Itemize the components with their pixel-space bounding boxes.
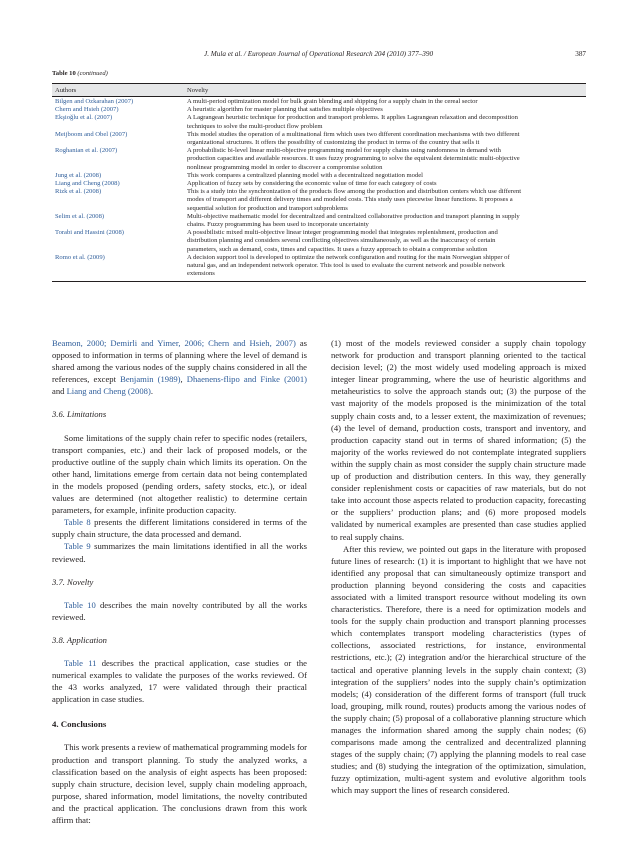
novelty-cell bbox=[187, 114, 586, 130]
novelty-line: distribution planning and considers several conflicting objectives simultaneously, as well as the inaccuracy of certain bbox=[187, 237, 496, 245]
table-label: Table 10 bbox=[52, 70, 76, 77]
paragraph-table9: Table 9 summarizes the main limitations identified in all the works reviewed. bbox=[52, 541, 307, 564]
novelty-line: chains. Fuzzy programming has been used to incorporate uncertainty bbox=[187, 221, 369, 229]
novelty-line: nonlinear programming model in order to discover a compromise solution bbox=[187, 163, 383, 171]
citation-link[interactable]: Liang and Cheng (2008) bbox=[66, 386, 151, 397]
novelty-line: extensions bbox=[187, 270, 215, 278]
author-citation-link[interactable]: Torabi and Hassini (2008) bbox=[55, 229, 124, 237]
novelty-cell bbox=[187, 229, 586, 254]
novelty-line: Multi-objective mathematic model for decentralized and centralized collaborative production and transport planning in supply bbox=[187, 212, 520, 220]
novelty-line: A Lagrangean heuristic technique for production and transport problems. It applies Lagrangean relaxation and decomposition bbox=[187, 114, 518, 122]
novelty-line: organizational structures. It offers the possibility of customizing the product in terms of the country that sells it bbox=[187, 139, 480, 147]
paragraph-table8: Table 8 presents the different limitations considered in terms of the supply chain structure, the data processed and demand. bbox=[52, 517, 307, 540]
table-row bbox=[52, 180, 586, 188]
table-row bbox=[52, 131, 586, 147]
paragraph-conclusions: This work presents a review of mathematical programming models for production and transport planning. To study the analyzed works, a classification based on the analysis of eight aspects has been proposed: supply chain structure, decision level, supply chain modeling approach, purpose, shared information, model limitations, the novelty contributed and the practical application. The conclusions drawn from this work affirm that: bbox=[52, 742, 307, 825]
paragraph-table11: Table 11 describes the practical application, case studies or the numerical examples to validate the purposes of the works reviewed. Of the 43 works analyzed, 17 were validated through their practical application in case studies. bbox=[52, 657, 307, 705]
table-link[interactable]: Table 11 bbox=[64, 657, 97, 668]
novelty-line: A decision support tool is developed to optimize the network configuration and routing for the main Norwegian shipper of bbox=[187, 253, 510, 261]
novelty-cell bbox=[187, 98, 586, 106]
author-citation-link[interactable]: Selim et al. (2008) bbox=[55, 212, 105, 220]
novelty-cell bbox=[187, 254, 586, 279]
novelty-line: This work compares a centralized planning model with a decentralized negotiation model bbox=[187, 171, 424, 179]
right-column bbox=[331, 337, 586, 797]
section-heading-novelty: 3.7. Novelty bbox=[52, 576, 94, 587]
table-caption bbox=[52, 70, 586, 77]
author-citation-link[interactable]: Chern and Hsieh (2007) bbox=[55, 106, 119, 114]
table-row bbox=[52, 147, 586, 172]
table-row bbox=[52, 254, 586, 279]
table-link[interactable]: Table 8 bbox=[64, 517, 91, 528]
table-continued: (continued) bbox=[77, 70, 108, 77]
table-row bbox=[52, 213, 586, 229]
table-row bbox=[52, 172, 586, 180]
page-number: 387 bbox=[575, 50, 586, 58]
section-heading-conclusions: 4. Conclusions bbox=[52, 719, 107, 730]
body-text bbox=[52, 337, 586, 837]
author-citation-link[interactable]: Roghanian et al. (2007) bbox=[55, 147, 118, 155]
paragraph-continued: Beamon, 2000; Demirli and Yimer, 2006; Chern and Hsieh, 2007) as opposed to information in terms of planning where the level of demand is shared among the various nodes of the supply chains considered in all the references, except Benjamin (1989), Dhaenens-flipo and Finke (2001) and Liang and Cheng (2008). bbox=[52, 338, 307, 397]
author-citation-link[interactable]: Liang and Cheng (2008) bbox=[55, 180, 120, 188]
citation-link[interactable]: Dhaenens-flipo and Finke (2001) bbox=[186, 374, 307, 385]
novelty-line: A probabilistic bi-level linear multi-objective programming model for supply chains using randomness in demand with bbox=[187, 147, 501, 155]
paragraph-findings: (1) most of the models reviewed consider a supply chain topology network for production and transport planning oriented to the tactical decision level; (2) the most widely used modeling approach is mixed integer linear programming, where the use of heuristic algorithms and metaheuristics to solve the approach stands out; (3) the purpose of the vast majority of the models proposed is the minimization of the total supply chain costs and, to a lesser extent, the maximization of revenues; (4) the level of demand, production costs, transport and inventory, and production capacity stand out in terms of shared information; (5) the majority of the works reviewed do not contemplate integrated suppliers within the supply chain as most consider the supply chain structure made up of production and distribution centers. In this way, they generally consider replenishment costs or capacities of raw materials, but do not take into account those aspects related to production capacity, forecasting or the suppliers’ production plans; and (6) more proposed models validated by numerical examples are presented than case studies applied to real supply chains. bbox=[331, 338, 586, 542]
header-novelty: Novelty bbox=[187, 87, 209, 94]
table-body bbox=[52, 98, 586, 278]
author-citation-link[interactable]: Jung et al. (2008) bbox=[55, 171, 102, 179]
novelty-line: modes of transport and different delivery times and modeled costs. This study uses piecewise linear functions. It proposes a bbox=[187, 196, 513, 204]
novelty-line: natural gas, and an independent network operator. This tool is used to evaluate the current network and possible network bbox=[187, 262, 505, 270]
novelty-line: Application of fuzzy sets by considering the economic value of time for each category of costs bbox=[187, 180, 437, 188]
paragraph-future-research: After this review, we pointed out gaps in the literature with proposed future lines of research: (1) it is important to highlight that we have not identified any proposal that can simultaneously optimize transport and production planning beyond considering the costs and capacities associated with a limited transport resource without modeling its own characteristics. Therefore, there is a need for optimization models and tools for the supply chain production and transport planning processes which contemplates transport modeling characteristics (types of collections, associated restrictions, for instance, environmental restrictions, etc.); (2) integration and/or the hierarchical structure of the tactical and operative planning levels in the supply chain context; (3) integration of the suppliers’ nodes into the supply chain’s optimization models; (4) consideration of the different forms of transport (full truck load, grouping, milk round, routes) products among the various nodes of the supply chain; (5) proposal of a collaborative planning structure which manages the information shared among the supply chain nodes; (6) comparisons made among the centralized and decentralized planning stages of the supply chain; (7) applying the planning models to real case studies; and (8) studying the integration of the optimization, simulation, fuzzy optimization, multi-agent system and evolutive algorithm tools which may support the lines of research considered. bbox=[331, 543, 586, 796]
section-heading-limitations: 3.6. Limitations bbox=[52, 409, 107, 420]
citation-link[interactable]: Benjamin (1989) bbox=[120, 374, 181, 385]
novelty-line: parameters, such as demand, costs, times and capacities. It uses a fuzzy approach to obtain a compromise solution bbox=[187, 245, 488, 253]
table-row bbox=[52, 188, 586, 213]
novelty-line: techniques to solve the multi-product flow problem bbox=[187, 122, 323, 130]
journal-citation: J. Mula et al. / European Journal of Operational Research 204 (2010) 377–390 bbox=[204, 50, 434, 58]
novelty-cell bbox=[187, 213, 586, 229]
novelty-line: A possibilistic mixed multi-objective linear integer programming model that integrates replenishment, production and bbox=[187, 229, 498, 237]
table-row bbox=[52, 98, 586, 106]
author-citation-link[interactable]: Romo et al. (2009) bbox=[55, 253, 105, 261]
table-row bbox=[52, 229, 586, 254]
table-10 bbox=[52, 70, 586, 282]
author-citation-link[interactable]: Ekşioğlu et al. (2007) bbox=[55, 114, 113, 122]
novelty-line: A multi-period optimization model for bulk grain blending and shipping for a supply chain in the cereal sector bbox=[187, 98, 478, 105]
novelty-line: sequential solution for production and transport subproblems bbox=[187, 204, 348, 212]
novelty-cell bbox=[187, 188, 586, 213]
paragraph-table10: Table 10 describes the main novelty contributed by all the works reviewed. bbox=[52, 599, 307, 622]
paragraph-limitations: Some limitations of the supply chain refer to specific nodes (retailers, transport companies, etc.) and their lack of proposed models, or the productive outline of the supply chain which limits its operation. On the other hand, limitations emerge from certain data not being contemplated in the models proposed (pending orders, safety stocks, etc.), or ideal values are determined (not altogether realistic) to determine certain parameters, for example, infinite production capacity. bbox=[52, 432, 307, 516]
novelty-cell bbox=[187, 131, 586, 147]
novelty-line: A heuristic algorithm for master planning that satisfies multiple objectives bbox=[187, 106, 383, 114]
table-frame bbox=[52, 83, 586, 282]
running-head bbox=[52, 50, 586, 62]
table-header bbox=[52, 84, 586, 97]
header-authors: Authors bbox=[55, 87, 77, 94]
novelty-line: production capacities and available resources. It uses fuzzy programming to solve the equivalent deterministic multi-objective bbox=[187, 155, 520, 163]
table-row bbox=[52, 106, 586, 114]
section-heading-application: 3.8. Application bbox=[52, 634, 107, 645]
table-row bbox=[52, 114, 586, 130]
table-link[interactable]: Table 10 bbox=[64, 599, 96, 610]
novelty-cell bbox=[187, 106, 586, 114]
novelty-cell bbox=[187, 180, 586, 188]
citation-link[interactable]: Beamon, 2000; Demirli and Yimer, 2006; Chern and Hsieh, 2007) bbox=[52, 338, 296, 348]
novelty-cell bbox=[187, 172, 586, 180]
novelty-line: This is a study into the synchronization of the products flow among the production and distribution centers which use different bbox=[187, 188, 522, 196]
author-citation-link[interactable]: Bilgen and Ozkarahan (2007) bbox=[55, 98, 134, 105]
novelty-line: This model studies the operation of a multinational firm which uses two different coordination mechanisms with two different bbox=[187, 130, 520, 138]
table-link[interactable]: Table 9 bbox=[64, 541, 91, 552]
author-citation-link[interactable]: Meijboom and Obel (2007) bbox=[55, 130, 128, 138]
novelty-cell bbox=[187, 147, 586, 172]
author-citation-link[interactable]: Rizk et al. (2008) bbox=[55, 188, 102, 196]
left-column bbox=[52, 337, 307, 826]
